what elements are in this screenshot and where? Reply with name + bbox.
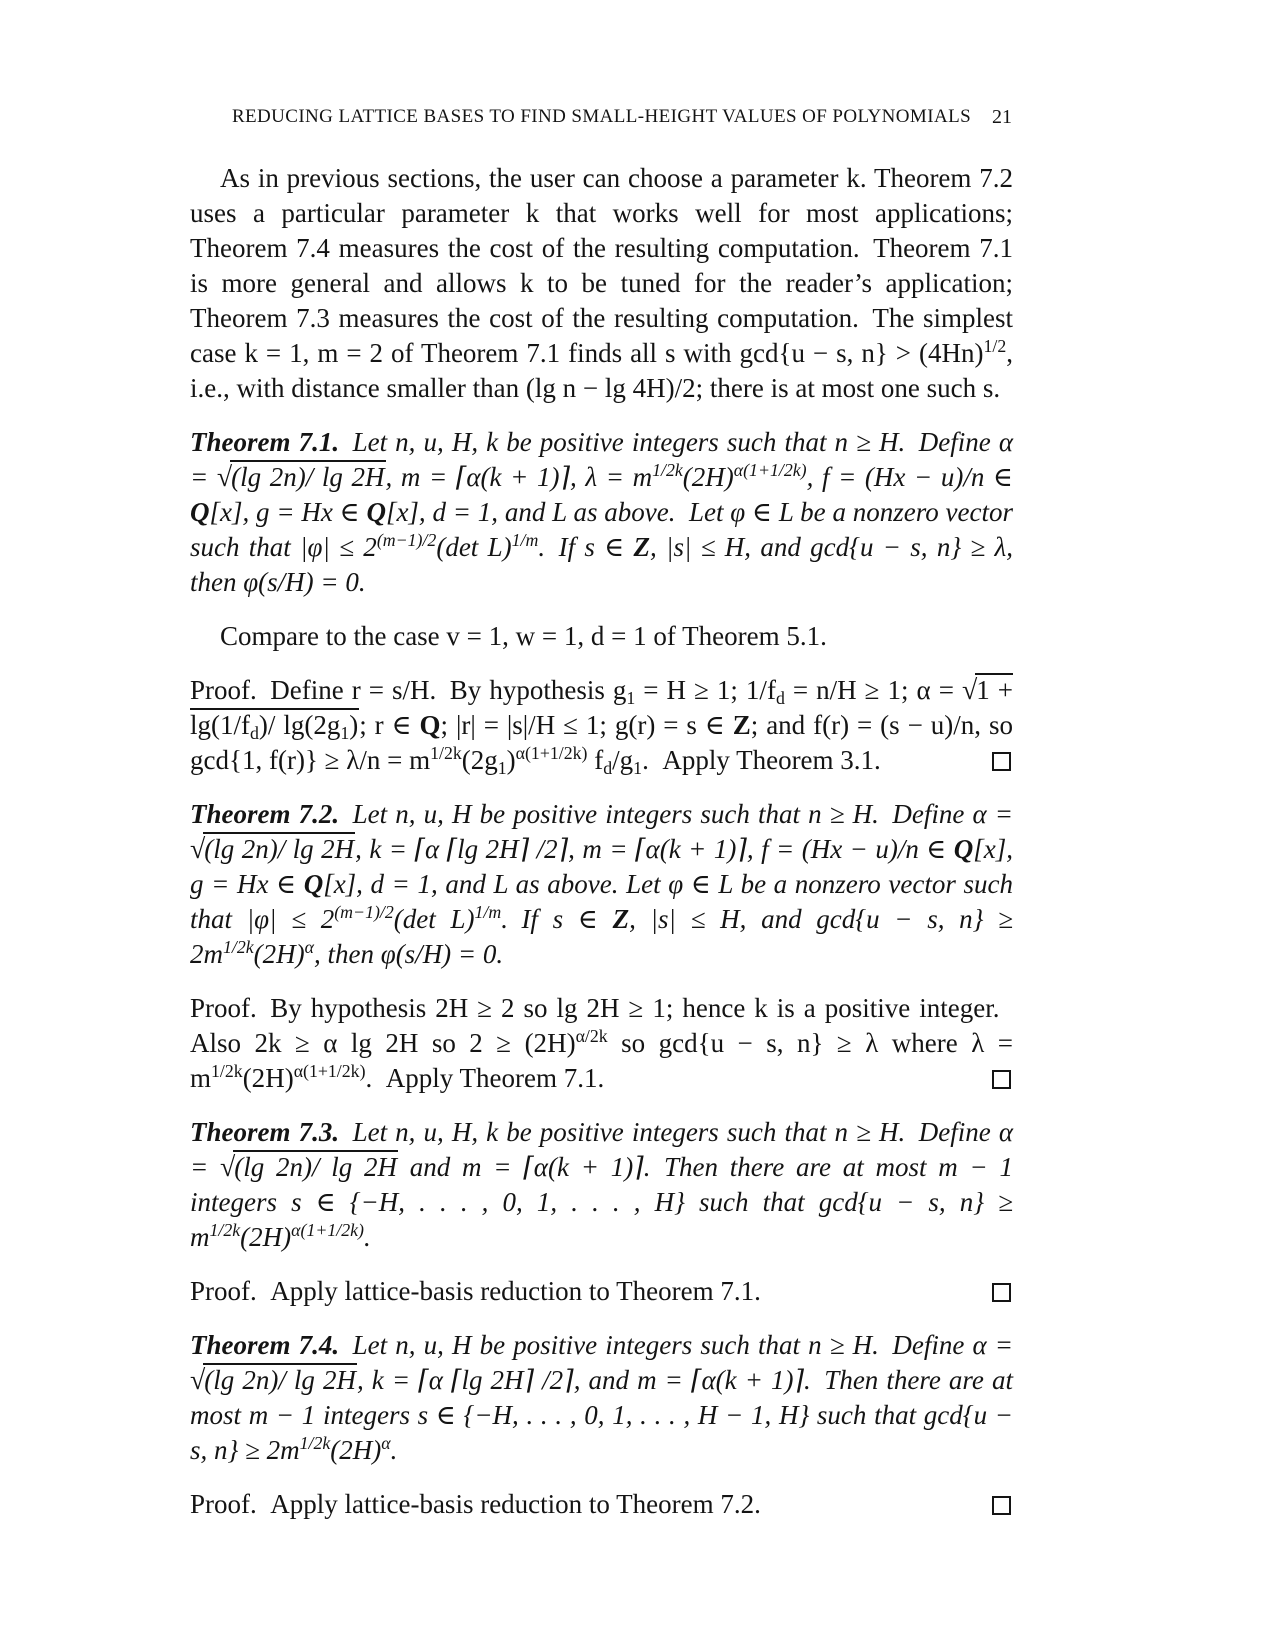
proof-7-2: Proof. By hypothesis 2H ≥ 2 so lg 2H ≥ 1; hence k is a positive integer. Also 2k ≥ α lg 2H so $2 \ge (2H)^{\alpha/2k}$ so gcd{u − s, n} ≥ λ where $\lambda = m^{1/2k}(2H)^{\alpha(1+1/2k)}$. Apply Theorem 7.1. (190, 993, 1013, 1093)
theorem-7-1: Theorem 7.1. Let n, u, H, k be positive integers such that n ≥ H. Define α = √(lg 2n)/ lg 2H, m = ⌈α(k + 1)⌉, $\lambda = m^{1/2k}(2H)^{\alpha(1+1/2k)}$, f = (Hx − u)/n ∈ Q[x], g = Hx ∈ Q[x], d = 1, and L as above. Let φ ∈ L be a nonzero vector such that $|\varphi| \le 2^{(m-1)/2}(\det$ L)$^{1/m}$. If s ∈ Z, |s| ≤ H, and gcd{u − s, n} ≥ λ, then φ(s/H) = 0. (190, 427, 1013, 597)
qed-box (992, 752, 1011, 771)
proof-7-1: Proof. Define r = s/H. By hypothesis g1 = H ≥ 1; 1/fd = n/H ≥ 1; α = √1 + lg(1/fd)/ lg(2g1); r ∈ Q; |r| = |s|/H ≤ 1; g(r) = s ∈ Z; and f(r) = (s − u)/n, so gcd{1, $f(r)\} \ge \lambda/n = m^{1/2k}(2g1)^{\alpha(1+1/2k)}$ fd/g1. Apply Theorem 3.1. (190, 675, 1013, 779)
compare-remark: Compare to the case v = 1, w = 1, d = 1 of Theorem 5.1. (220, 621, 827, 651)
theorem-7-3: Theorem 7.3. Let n, u, H, k be positive integers such that n ≥ H. Define α = √(lg 2n)/ lg 2H and m = ⌈α(k + 1)⌉. Then there are at most m − 1 integers s ∈ {−H, . . . , 0, 1, . . . , H} such that gcd{u − s, $n\} \ge m^{1/2k}(2H)^{\alpha(1+1/2k)}$. (190, 1117, 1013, 1252)
theorem-7-4: Theorem 7.4. Let n, u, H be positive integers such that n ≥ H. Define α = √(lg 2n)/ lg 2H, k = ⌈α ⌈lg 2H⌉ /2⌉, and m = ⌈α(k + 1)⌉. Then there are at most m − 1 integers s ∈ {−H, . . . , 0, 1, . . . , H − 1, H} such that gcd{u − s, $n\} \ge 2m^{1/2k}(2H)^\alpha$. (190, 1330, 1013, 1465)
qed-box (992, 1283, 1011, 1302)
page-number: 21 (992, 106, 1012, 128)
theorem-7-2: Theorem 7.2. Let n, u, H be positive integers such that n ≥ H. Define α = √(lg 2n)/ lg 2H, k = ⌈α ⌈lg 2H⌉ /2⌉, m = ⌈α(k + 1)⌉, f = (Hx − u)/n ∈ Q[x], g = Hx ∈ Q[x], d = 1, and L as above. Let φ ∈ L be a nonzero vector such that $|\varphi| \le 2^{(m-1)/2}(\det$ L)$^{1/m}$. If s ∈ Z, |s| ≤ H, and gcd{u − s, $n\} \ge 2m^{1/2k}(2H)^\alpha$, then φ(s/H) = 0. (190, 799, 1014, 969)
intro-paragraph: As in previous sections, the user can choose a parameter k. Theorem 7.2 uses a particular parameter k that works well for most applications; Theorem 7.4 measures the cost of the resulting computation. Theorem 7.1 is more general and allows k to be tuned for the reader’s application; Theorem 7.3 measures the cost of the resulting computation. The simplest case k = 1, m = 2 of Theorem 7.1 finds all s with gcd{u − s, $n\} > (4Hn)^{1/2}$, i.e., with distance smaller than (lg n − lg 4H)/2; there is at most one such s. (190, 163, 1014, 403)
proof-7-3: Proof. Apply lattice-basis reduction to Theorem 7.1. (190, 1274, 1013, 1309)
running-header-title: REDUCING LATTICE BASES TO FIND SMALL-HEIGHT VALUES OF POLYNOMIALS (231, 106, 972, 127)
qed-box (992, 1496, 1011, 1515)
qed-box (992, 1070, 1011, 1089)
proof-7-4: Proof. Apply lattice-basis reduction to Theorem 7.2. (190, 1487, 1013, 1522)
running-header (190, 106, 1013, 128)
text-column (190, 106, 1013, 1522)
